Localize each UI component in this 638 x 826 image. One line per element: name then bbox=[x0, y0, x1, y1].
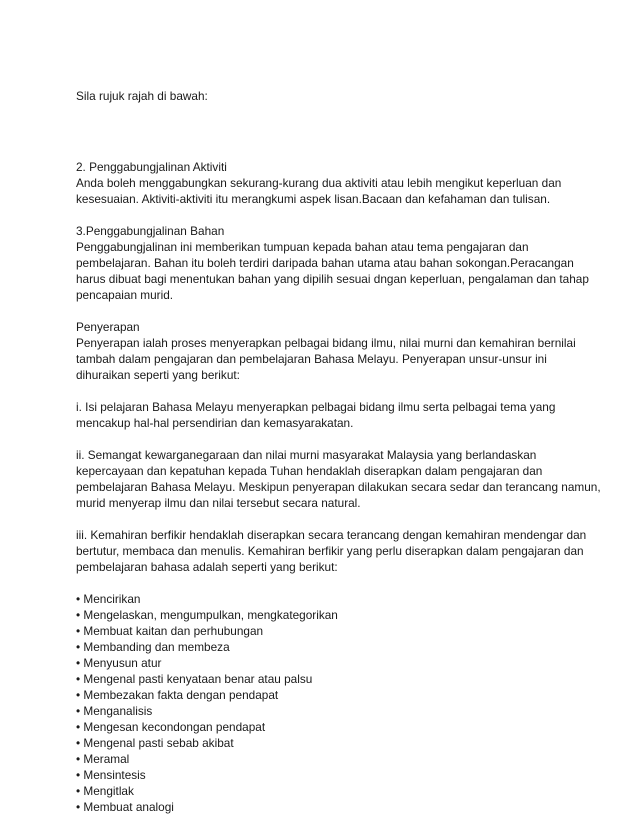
section-heading-bahan: 3.Penggabungjalinan Bahan bbox=[76, 224, 225, 238]
list-item: • Menganalisis bbox=[76, 704, 153, 718]
paragraph-line: dihuraikan seperti yang berikut: bbox=[76, 368, 240, 382]
list-item: • Membuat analogi bbox=[76, 800, 174, 814]
point-iii-line: iii. Kemahiran berfikir hendaklah diserapkan secara terancang dengan kemahiran mendengar dan bbox=[76, 528, 587, 542]
intro-text: Sila rujuk rajah di bawah: bbox=[76, 89, 208, 103]
spacer bbox=[76, 207, 576, 223]
paragraph-line: pembelajaran. Bahan itu boleh terdiri daripada bahan utama atau bahan sokongan.Peracangan bbox=[76, 256, 574, 270]
list-item: • Mencirikan bbox=[76, 592, 141, 606]
point-ii-line: kepercayaan dan kepatuhan kepada Tuhan hendaklah diserapkan dalam pengajaran dan bbox=[76, 464, 543, 478]
section-heading-penyerapan: Penyerapan bbox=[76, 320, 140, 334]
paragraph-line: Penggabungjalinan ini memberikan tumpuan kepada bahan atau tema pengajaran dan bbox=[76, 240, 529, 254]
point-iii-line: bertutur, membaca dan menulis. Kemahiran berfikir yang perlu diserapkan dalam pengajaran dan bbox=[76, 544, 584, 558]
spacer bbox=[76, 383, 576, 399]
list-item: • Meramal bbox=[76, 752, 130, 766]
spacer bbox=[76, 303, 576, 319]
list-item: • Mengitlak bbox=[76, 784, 134, 798]
paragraph-line: pencapaian murid. bbox=[76, 288, 174, 302]
spacer bbox=[76, 511, 576, 527]
paragraph-line: tambah dalam pengajaran dan pembelajaran Bahasa Melayu. Penyerapan unsur-unsur ini bbox=[76, 352, 547, 366]
list-item: • Menyusun atur bbox=[76, 656, 162, 670]
point-i-line: mencakup hal-hal persendirian dan kemasyarakatan. bbox=[76, 416, 354, 430]
thinking-skills-list bbox=[76, 591, 576, 815]
spacer bbox=[76, 575, 576, 591]
list-item: • Membuat kaitan dan perhubungan bbox=[76, 624, 264, 638]
list-item: • Mensintesis bbox=[76, 768, 146, 782]
point-i-line: i. Isi pelajaran Bahasa Melayu menyerapkan pelbagai bidang ilmu serta pelbagai tema yang bbox=[76, 400, 556, 414]
paragraph-line: harus dibuat bagi menentukan bahan yang dipilih sesuai dngan keperluan, pengalaman dan tahap bbox=[76, 272, 589, 286]
point-ii-line: ii. Semangat kewarganegaraan dan nilai murni masyarakat Malaysia yang berlandaskan bbox=[76, 448, 537, 462]
list-item: • Mengenal pasti kenyataan benar atau palsu bbox=[76, 672, 313, 686]
spacer bbox=[76, 431, 576, 447]
document-body bbox=[76, 88, 601, 815]
point-ii-line: pembelajaran Bahasa Melayu. Meskipun penyerapan dilakukan secara sedar dan terancang namun, bbox=[76, 480, 601, 494]
list-item: • Membezakan fakta dengan pendapat bbox=[76, 688, 279, 702]
spacer bbox=[76, 143, 576, 159]
list-item: • Membanding dan membeza bbox=[76, 640, 230, 654]
point-iii-line: pembelajaran bahasa adalah seperti yang berikut: bbox=[76, 560, 338, 574]
paragraph-line: Penyerapan ialah proses menyerapkan pelbagai bidang ilmu, nilai murni dan kemahiran bernilai bbox=[76, 336, 576, 350]
list-item: • Mengesan kecondongan pendapat bbox=[76, 720, 266, 734]
point-ii-line: murid menyerap ilmu dan nilai tersebut secara natural. bbox=[76, 496, 361, 510]
paragraph-line: Anda boleh menggabungkan sekurang-kurang dua aktiviti atau lebih mengikut keperluan dan bbox=[76, 176, 562, 190]
paragraph-line: kesesuaian. Aktiviti-aktiviti itu merangkumi aspek lisan.Bacaan dan kefahaman dan tulisan. bbox=[76, 192, 551, 206]
section-heading-aktiviti: 2. Penggabungjalinan Aktiviti bbox=[76, 160, 227, 174]
list-item: • Mengenal pasti sebab akibat bbox=[76, 736, 234, 750]
spacer bbox=[76, 104, 576, 143]
list-item: • Mengelaskan, mengumpulkan, mengkategorikan bbox=[76, 608, 338, 622]
